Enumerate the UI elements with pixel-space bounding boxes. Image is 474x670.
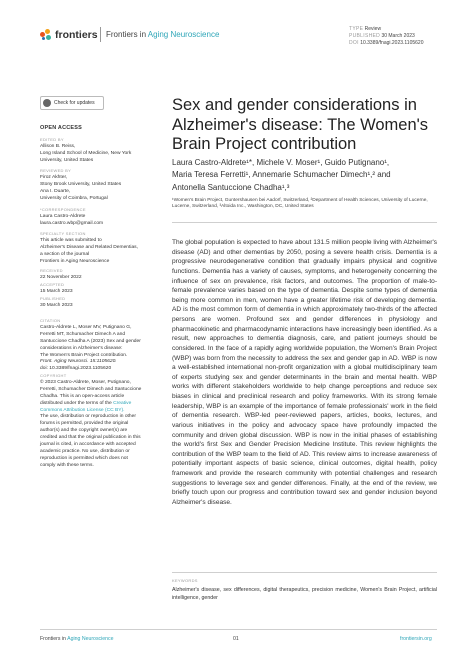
editor-line: Allison B. Reiss, — [40, 143, 76, 149]
published-label: PUBLISHED — [349, 33, 381, 40]
authors-line: Antonella Santuccione Chadha¹,³ — [172, 182, 290, 192]
accepted-date: 15 March 2023 — [40, 288, 73, 294]
received-label: RECEIVED — [40, 268, 63, 273]
specialty-line: This article was submitted to — [40, 237, 102, 243]
header-divider — [100, 27, 101, 42]
reviewed-by-block — [40, 168, 148, 203]
check-for-updates-button[interactable] — [40, 96, 104, 110]
authors-line: Laura Castro-Aldrete¹*, Michele V. Moser¹, Guido Putignano¹, — [172, 158, 390, 167]
correspondence-name: Laura Castro-Aldrete — [40, 213, 86, 219]
received-block — [40, 268, 148, 309]
specialty-line: Frontiers in Aging Neuroscience — [40, 258, 110, 264]
citation-line: Santuccione Chadha A (2023) Sex and gender — [40, 338, 141, 344]
citation-block — [40, 318, 148, 373]
affiliations: ¹Women's Brain Project, Guntershausen bei Aadorf, Switzerland, ²Department of Health Sciences, University of Lucerne, Lucerne, Switzerland, ³Altoida Inc., Washington, DC, United States — [172, 198, 428, 210]
journal-title: Aging Neuroscience — [147, 30, 220, 39]
reviewer-line: University of Coimbra, Portugal — [40, 195, 108, 201]
published-label-side: PUBLISHED — [40, 295, 66, 301]
footer-divider — [40, 629, 437, 630]
license-link[interactable]: Creative — [113, 400, 132, 406]
footer-site-link[interactable]: frontiersin.org — [400, 636, 432, 642]
journal-prefix: Frontiers in — [106, 30, 147, 39]
footer-journal-prefix: Frontiers in — [40, 636, 66, 642]
correspondence-label: *CORRESPONDENCE — [40, 207, 86, 212]
check-for-updates-icon — [43, 99, 51, 107]
edited-by-block — [40, 137, 148, 165]
specialty-label: SPECIALTY SECTION — [40, 231, 86, 236]
article-meta — [349, 26, 424, 48]
copyright-line: journal is cited, in accordance with accepted — [40, 442, 136, 448]
abstract-text: The global population is expected to have about 131.5 million people living with Alzheimer's disease (AD) and other dementias by 2050, posing a severe health crisis. Dementia is a progressive neurodegenerative condition that gradually impairs physical and cognitive functions. Dementia has a variety of causes, symptoms, and heterogeneity concerning the influence of sex on prevalence, risk factors, and outcomes. The proportion of male-to-female prevalence varies based on the type of dementia. Despite some types of dementia being more common in men, women have a greater lifetime risk of developing dementia. AD is the most common form of dementia in which approximately two-thirds of the affected persons are women. Profound sex and gender differences in physiology and pharmacokinetic and pharmacodynamic interactions have increasingly been identified. As a result, new approaches to dementia diagnosis, care, and patient journeys should be considered. In the face of a rapidly aging worldwide population, the Women's Brain Project (WBP) was born from the necessity to address the sex and gender gap in AD. WBP is now a well-established international non-profit organization with a global multidisciplinary team of experts studying sex and gender determinants in the brain and mental health. WBP works with different stakeholders worldwide to help change perceptions and reduce sex biases in clinical and preclinical research and policy frameworks. With its strong female leadership, WBP is an example of the importance of female professionals' work in the field of dementia research. WBP-led peer-reviewed papers, articles, books, lectures, and various initiatives in the policy and advocacy space have profoundly impacted the community and driven global discussion. WBP is now in the initial phases of establishing the world's first Sex and Gender Precision Medicine Institute. This review highlights the contribution of the WBP team to the field of AD. This review aims to increase awareness of potentially important aspects of basic science, clinical outcomes, digital health, policy framework and provide the research community with potential challenges and research suggestions to leverage sex and gender differences. Finally, at the end of the review, we briefly touch upon our progress and contribution toward sex and gender inclusion beyond Alzheimer's disease. — [172, 239, 437, 506]
accepted-label: ACCEPTED — [40, 281, 65, 287]
copyright-line: academic practice. No use, distribution or — [40, 448, 130, 454]
brand-name: frontiers — [55, 29, 98, 41]
copyright-text: distributed under the terms of the — [40, 400, 112, 406]
reviewer-line: Firoz Akhter, — [40, 174, 68, 180]
copyright-line: Chadha. This is an open-access article — [40, 393, 125, 399]
editor-line: University, United States — [40, 157, 94, 163]
copyright-line: author(s) and the copyright owner(s) are — [40, 428, 128, 434]
footer-journal[interactable] — [40, 636, 114, 642]
frontiers-logo-icon — [40, 29, 52, 41]
copyright-label: COPYRIGHT — [40, 373, 67, 378]
editor-line: Long Island School of Medicine, New York — [40, 150, 132, 156]
correspondence-email[interactable]: laura.castro.wbp@gmail.com — [40, 220, 104, 226]
published-date: 30 March 2023 — [40, 302, 73, 308]
doi-label: DOI — [349, 40, 359, 47]
copyright-line: credited and that the original publication in this — [40, 435, 141, 441]
specialty-line: Alzheimer's Disease and Related Dementias, — [40, 244, 138, 250]
copyright-line: comply with these terms. — [40, 462, 94, 468]
edited-label: EDITED BY — [40, 137, 64, 142]
abstract-divider-top — [172, 222, 437, 223]
open-access-label: OPEN ACCESS — [40, 125, 83, 131]
article-title: Sex and gender considerations in Alzheimer's disease: The Women's Brain Project contribution — [172, 96, 429, 153]
citation-line: The Women's Brain Project contribution. — [40, 352, 128, 358]
frontiers-logo[interactable] — [40, 29, 98, 41]
journal-name[interactable] — [106, 30, 219, 39]
keywords-divider — [172, 572, 437, 573]
license-link[interactable]: Commons Attribution License (CC BY). — [40, 407, 125, 413]
citation-line: Ferretti MT, Schumacher Dimech A and — [40, 331, 126, 337]
copyright-line: The use, distribution or reproduction in other — [40, 414, 136, 420]
specialty-line: a section of the journal — [40, 251, 90, 257]
copyright-block — [40, 373, 148, 470]
received-date: 22 November 2022 — [40, 274, 82, 280]
page-number: 01 — [233, 636, 239, 642]
author-list — [172, 157, 437, 194]
check-updates-label: Check for updates — [54, 100, 95, 106]
footer-journal-title: Aging Neuroscience — [67, 636, 114, 642]
citation-line: considerations in Alzheimer's disease: — [40, 345, 123, 351]
correspondence-block — [40, 207, 148, 228]
keywords-label: KEYWORDS — [172, 578, 198, 583]
citation-line: Castro-Aldrete L, Moser MV, Putignano G, — [40, 324, 132, 330]
citation-label: CITATION — [40, 318, 61, 323]
type-label: TYPE — [349, 26, 364, 32]
published-value: 30 March 2023 — [381, 33, 415, 40]
specialty-section-block — [40, 231, 148, 266]
reviewer-line: Stony Brook University, United States — [40, 181, 122, 187]
doi-value[interactable]: 10.3389/fnagi.2023.1105620 — [360, 40, 424, 47]
reviewer-line: Ana I. Duarte, — [40, 188, 71, 194]
reviewed-label: REVIEWED BY — [40, 168, 72, 173]
copyright-line — [40, 401, 148, 408]
keywords-text: Alzheimer's disease, sex differences, digital therapeutics, precision medicine, Women's Brain Project, artificial intelligence, gender — [172, 587, 437, 601]
type-value: Review — [364, 26, 382, 32]
copyright-line: reproduction is permitted which does not — [40, 455, 128, 461]
citation-line: Front. Aging Neurosci. 15:1105620. — [40, 359, 117, 365]
copyright-line: Ferretti, Schumacher Dimech and Santuccione — [40, 386, 142, 392]
copyright-line: forums is permitted, provided the original — [40, 421, 129, 427]
copyright-line: © 2023 Castro-Aldrete, Moser, Putignano, — [40, 379, 131, 385]
authors-line: Maria Teresa Ferretti¹, Annemarie Schumacher Dimech¹,² and — [172, 170, 391, 180]
citation-doi[interactable]: doi: 10.3389/fnagi.2023.1105620 — [40, 366, 112, 372]
